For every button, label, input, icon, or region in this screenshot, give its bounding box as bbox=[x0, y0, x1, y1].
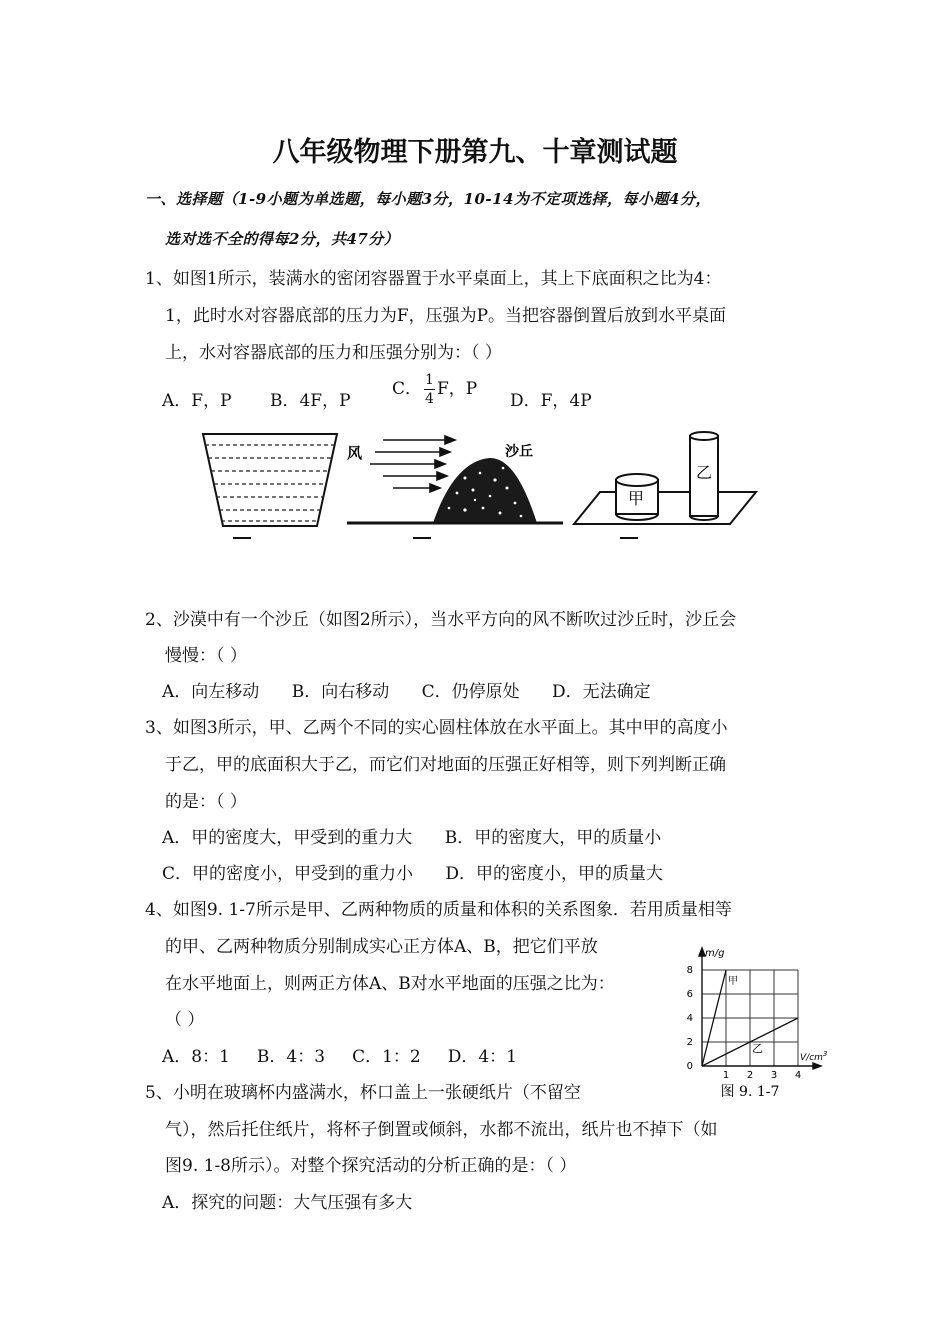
page-title: 八年级物理下册第九、十章测试题 bbox=[272, 137, 678, 168]
fraction-numerator: 1 bbox=[425, 372, 434, 388]
q1-option-a: A．F，P bbox=[162, 391, 232, 411]
q4-line2: 的甲、乙两种物质分别制成实心正方体A、B，把它们平放 bbox=[165, 937, 598, 957]
mass-volume-graph bbox=[680, 944, 840, 1104]
q3-options-cd: C．甲的密度小，甲受到的重力小 D．甲的密度小，甲的质量大 bbox=[162, 864, 664, 884]
q1-line3: 上，水对容器底部的压力和压强分别为：（ ） bbox=[165, 343, 502, 363]
q3-line3: 的是：（ ） bbox=[165, 792, 247, 812]
q3-line1: 3、如图3所示，甲、乙两个不同的实心圆柱体放在水平面上。其中甲的高度小 bbox=[145, 718, 728, 738]
series-jia-label: 甲 bbox=[728, 976, 738, 987]
q3-options-ab: A．甲的密度大，甲受到的重力大 B．甲的密度大，甲的质量小 bbox=[162, 828, 662, 848]
q4-line1-a: 4、如图9. 1-7所示是甲、 bbox=[145, 900, 341, 920]
x-axis-label bbox=[800, 1050, 827, 1063]
jia-label: 甲 bbox=[628, 489, 645, 508]
q1-option-b: B．4F，P bbox=[270, 391, 351, 411]
x-axis-label-text: V/cm bbox=[800, 1053, 823, 1063]
y-tick: 6 bbox=[686, 989, 693, 1000]
cylinder-jia bbox=[616, 474, 658, 520]
y-tick: 8 bbox=[686, 965, 693, 976]
x-tick: 4 bbox=[794, 1070, 802, 1081]
q3-line2: 于乙，甲的底面积大于乙，而它们对地面的压强正好相等，则下列判断正确 bbox=[165, 755, 726, 775]
q2-line1: 2、沙漠中有一个沙丘（如图2所示），当水平方向的风不断吹过沙丘时，沙丘会 bbox=[145, 610, 737, 630]
series-yi-label: 乙 bbox=[752, 1042, 763, 1055]
y-tick: 2 bbox=[686, 1037, 693, 1048]
y-tick: 0 bbox=[686, 1061, 693, 1072]
fraction bbox=[424, 373, 435, 406]
q2-options: A．向左移动 B．向右移动 C．仍停原处 D．无法确定 bbox=[162, 682, 651, 702]
q1-line2: 1，此时水对容器底部的压力为F，压强为P。当把容器倒置后放到水平桌面 bbox=[165, 306, 727, 326]
q1-option-c bbox=[392, 373, 477, 406]
q4-line4: （ ） bbox=[165, 1010, 205, 1030]
x-tick: 1 bbox=[722, 1070, 730, 1081]
section-heading: 一、选择题（1-9小题为单选题，每小题3分，10-14为不定项选择，每小题4分， bbox=[145, 190, 711, 208]
y-axis-label: m/g bbox=[705, 948, 725, 959]
q4-line1 bbox=[145, 895, 732, 920]
q5-option-a: A．探究的问题：大气压强有多大 bbox=[162, 1193, 413, 1213]
q4-line3: 在水平地面上，则两正方体A、B对水平地面的压强之比为： bbox=[165, 974, 615, 994]
q4-line1-b: 乙两种物质的质量和体积的关系图象．若用质量相等 bbox=[340, 900, 732, 920]
yi-label: 乙 bbox=[696, 463, 713, 482]
q4-options: A．8：1 B．4：3 C．1：2 D．4：1 bbox=[162, 1047, 517, 1067]
x-tick: 3 bbox=[770, 1070, 778, 1081]
q1-option-d: D．F，4P bbox=[510, 391, 592, 411]
q5-line3: 图9. 1-8所示）。对整个探究活动的分析正确的是：（ ） bbox=[165, 1156, 577, 1176]
q1-option-c-suffix: F，P bbox=[436, 379, 478, 399]
figure2-sand-dune bbox=[345, 428, 565, 543]
q5-line1: 5、小明在玻璃杯内盛满水，杯口盖上一张硬纸片（不留空 bbox=[145, 1083, 581, 1103]
q1-line1: 1、如图1所示，装满水的密闭容器置于水平桌面上，其上下底面积之比为4： bbox=[145, 269, 722, 289]
q2-line2: 慢慢：（ ） bbox=[165, 646, 247, 666]
dune-label: 沙丘 bbox=[505, 444, 533, 460]
q1-option-c-prefix: C． bbox=[392, 379, 423, 399]
fraction-denominator: 4 bbox=[425, 391, 434, 407]
wind-label: 风 bbox=[347, 444, 363, 462]
figure-caption: 图 9. 1-7 bbox=[720, 1084, 780, 1100]
figure3-cylinders bbox=[570, 428, 760, 543]
x-tick: 2 bbox=[746, 1070, 754, 1081]
figure1-container bbox=[195, 428, 345, 543]
section-heading-cont: 选对选不全的得每2分，共47分） bbox=[165, 230, 400, 248]
x-axis-label-sup: 3 bbox=[822, 1050, 828, 1058]
q5-line2: 气），然后托住纸片，将杯子倒置或倾斜，水都不流出，纸片也不掉下（如 bbox=[165, 1120, 718, 1140]
y-tick: 4 bbox=[686, 1013, 693, 1024]
cylinder-yi bbox=[690, 432, 718, 520]
